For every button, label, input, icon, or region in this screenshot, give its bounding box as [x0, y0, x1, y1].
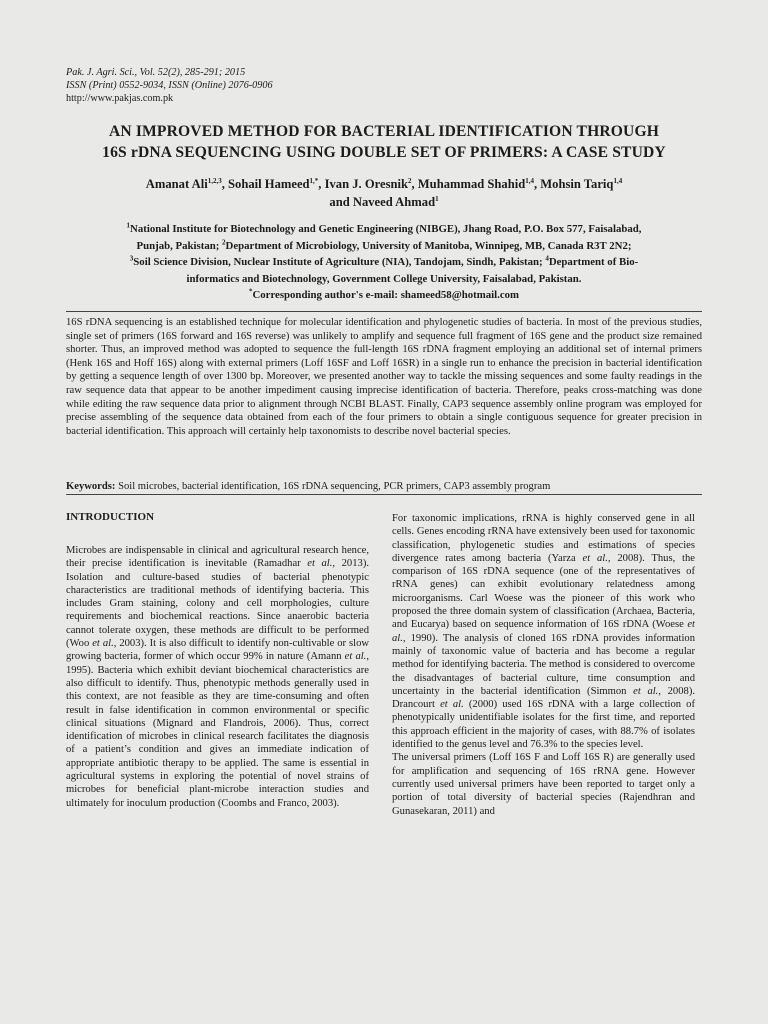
author-name: Muhammad Shahid	[417, 177, 526, 191]
affiliation-text: Punjab, Pakistan;	[136, 239, 223, 252]
abstract-bottom-rule	[66, 494, 702, 495]
affiliation-text: Department of Bio-	[548, 256, 639, 269]
affil-marker: 1	[126, 221, 131, 230]
text-run: , 2008). Drancourt	[392, 685, 695, 711]
text-run: 2013). Isolation and culture-based studies of bacterial phenotypic characteristics are traditional methods of identifying bacteria. This includes Gram staining, colony and cell morphologies, culture requirements and biochemical reactions. Since anaerobic bacteria cannot tolerate oxygen, these methods are difficult to be performed (Woo	[66, 558, 369, 650]
paragraph	[66, 544, 369, 810]
author-affil-marker: 1,*	[309, 176, 319, 185]
issn-line: ISSN (Print) 0552-9034, ISSN (Online) 2076-0906	[66, 80, 273, 91]
author-affil-marker: 2	[408, 176, 412, 185]
text-italic: et al.,	[307, 558, 336, 570]
author-name: Mohsin Tariq	[540, 177, 614, 191]
text-run: , 1995). Bacteria which exhibit deviant biochemical characteristics are also difficult to identify. Thus, phenotypic methods generally used in this context, are not feasible as they are time-consuming and often result in false identification in common environmental or specific clinical situations (Mignard and Flandrois, 2006). Thus, correct identification of microbes in clinical research facilitates the diagnosis of a patient’s condition and gives an immediate indication of appropriate antibiotic therapy to be applied. The same is essential in agricultural systems in exploring the potential of novel strains of microbes for beneficial plant-microbe interaction studies and ultimately for inoculum production (Coombs and Franco, 2003).	[66, 651, 369, 809]
text-run: For taxonomic implications, rRNA is highly conserved gene in all cells. Genes encoding rRNA have extensively been used for taxonomic classification, phylogenetic studies and estimations of species divergence rates among bacteria (Yarza	[392, 513, 695, 564]
journal-header	[66, 66, 273, 105]
affil-marker: 4	[545, 254, 549, 263]
corresponding-author	[40, 287, 728, 304]
corresponding-email: Corresponding author's e-mail: shameed58@hotmail.com	[252, 289, 520, 302]
author-affil-marker: 1	[435, 194, 439, 203]
affiliation-line-4: informatics and Biotechnology, Government College University, Faisalabad, Pakistan.	[186, 272, 582, 285]
section-heading-introduction: INTRODUCTION	[66, 511, 155, 523]
affiliation-text: National Institute for Biotechnology and Genetic Engineering (NIBGE), Jhang Road, P.O. Box 577, Faisalabad,	[130, 223, 642, 235]
abstract-top-rule	[66, 311, 702, 312]
title-line-1: AN IMPROVED METHOD FOR BACTERIAL IDENTIFICATION THROUGH	[108, 123, 660, 140]
author-name: Amanat Ali	[145, 177, 208, 191]
journal-citation: Pak. J. Agri. Sci., Vol. 52(2), 285-291; 2015	[66, 67, 246, 78]
paragraph	[392, 512, 695, 751]
text-run: , 1990). The analysis of cloned 16S rDNA provides information mainly of taxonomic value of bacteria and has become a regular method for identifying bacteria. The method is considered to overcome the disadvantages of bacterial culture, time consumption and uncertainty in the bacterial identification (Simmon	[392, 632, 695, 697]
text-italic: et al.	[344, 651, 367, 663]
text-italic: et al.	[633, 685, 659, 697]
affiliation-text: Soil Science Division, Nuclear Institute of Agriculture (NIA), Tandojam, Sindh, Pakistan;	[133, 256, 546, 269]
affil-marker: 2	[222, 238, 226, 246]
text-italic: et al.	[92, 638, 114, 650]
keywords	[66, 480, 702, 493]
text-run: (2000) used 16S rDNA with a large collection of phenotypically unidentifiable isolates for the first time, and reported this approach efficient in the majority of cases, with 88.7% of isolates identified to the genus level and 76.3% to the species level.	[392, 699, 696, 751]
text-run: , 2003). It is also difficult to identify non-cultivable or slow growing bacteria, former of which occur 99% in nature (Amann	[66, 638, 370, 663]
text-italic: et al.,	[582, 552, 611, 564]
paper-title	[40, 121, 728, 163]
author-affil-marker: 1,2,3	[207, 176, 222, 185]
text-italic: et al.	[392, 619, 695, 644]
author-affil-marker: 1,4	[525, 176, 534, 185]
title-line-2: 16S rDNA SEQUENCING USING DOUBLE SET OF PRIMERS: A CASE STUDY	[102, 144, 666, 161]
author-name: Sohail Hameed	[228, 177, 310, 191]
affiliation-line-2	[40, 238, 728, 255]
abstract: 16S rDNA sequencing is an established technique for molecular identification and phylogenetic studies of bacteria. In most of the previous studies, single set of primers (16S forward and 16S reverse) was unlikely to amplify and sequence full fragment of 16S gene and the product size remained shorter. Thus, an improved method was adopted to sequence the full-length 16S rDNA fragment employing an additional set of internal primers (Henk 16S and Hoff 16S) along with external primers (Loff 16SF and Loff 16SR) in a single run to enhance the precision in bacterial identification by getting a sequence length of over 1300 bp. Moreover, we presented another way to tackle the missing sequences and some faulty readings in the raw sequence data that appear to be another impediment causing imprecise identification of bacteria. Therefore, peaks cross-matching was done while editing the raw sequence data prior to alignment through NCBI BLAST. Finally, CAP3 sequence assembly online program was employed for precise assembling of the sequence data obtained from each of the four primers to obtain a single contiguous sequence for greater precision in bacterial identification. This approach will certainly help taxonomists to describe novel bacterial species.	[66, 317, 702, 437]
affiliation-line-3	[40, 254, 728, 271]
author-list	[40, 175, 728, 211]
text-run: 2008). Thus, the comparison of 16S rDNA sequence (one of the representatives of rRNA genes) can exhibit evolutionary relatedness among microorganisms. Carl Woese was the pioneer of this work who proposed the three domain system of classification (Archaea, Bacteria, and Eucarya) based on sequence information of 16S rDNA (Woese	[392, 552, 695, 631]
paragraph: The universal primers (Loff 16S F and Loff 16S R) are generally used for amplification and sequencing of 16S rRNA gene. However currently used universal primers have been reported to target only a portion of total diversity of bacterial species (Rajendhran and Gunasekaran, 2011) and	[392, 752, 695, 817]
affiliation-line-1	[40, 221, 728, 238]
text-italic: et al.	[440, 699, 464, 711]
left-column	[66, 544, 369, 810]
author-affil-marker: 1,4	[613, 176, 623, 185]
affil-marker: 3	[129, 254, 134, 263]
text-run: Microbes are indispensable in clinical and agricultural research hence, their precise identification is inevitable (Ramadhar	[66, 545, 369, 570]
keywords-text: Soil microbes, bacterial identification, 16S rDNA sequencing, PCR primers, CAP3 assembly program	[115, 481, 551, 492]
author-line-1: Amanat Ali$^{1,2,3}$, Sohail Hameed$^{1,*}$, Ivan J. Oresnik$^2$, Muhammad Shahid$^{1,4}$, Mohsin Tariq$^{1,4}$	[145, 176, 623, 191]
author-name: and Naveed Ahmad	[329, 195, 436, 209]
author-line-2	[40, 193, 728, 211]
keywords-label: Keywords:	[66, 481, 116, 492]
right-column	[392, 512, 695, 818]
affil-marker: *	[248, 287, 253, 296]
author-name: Ivan J. Oresnik	[324, 177, 408, 191]
journal-url[interactable]: http://www.pakjas.com.pk	[66, 93, 174, 104]
affiliations	[40, 221, 728, 304]
affiliation-text: Department of Microbiology, University of Manitoba, Winnipeg, MB, Canada R3T 2N2;	[225, 239, 632, 252]
